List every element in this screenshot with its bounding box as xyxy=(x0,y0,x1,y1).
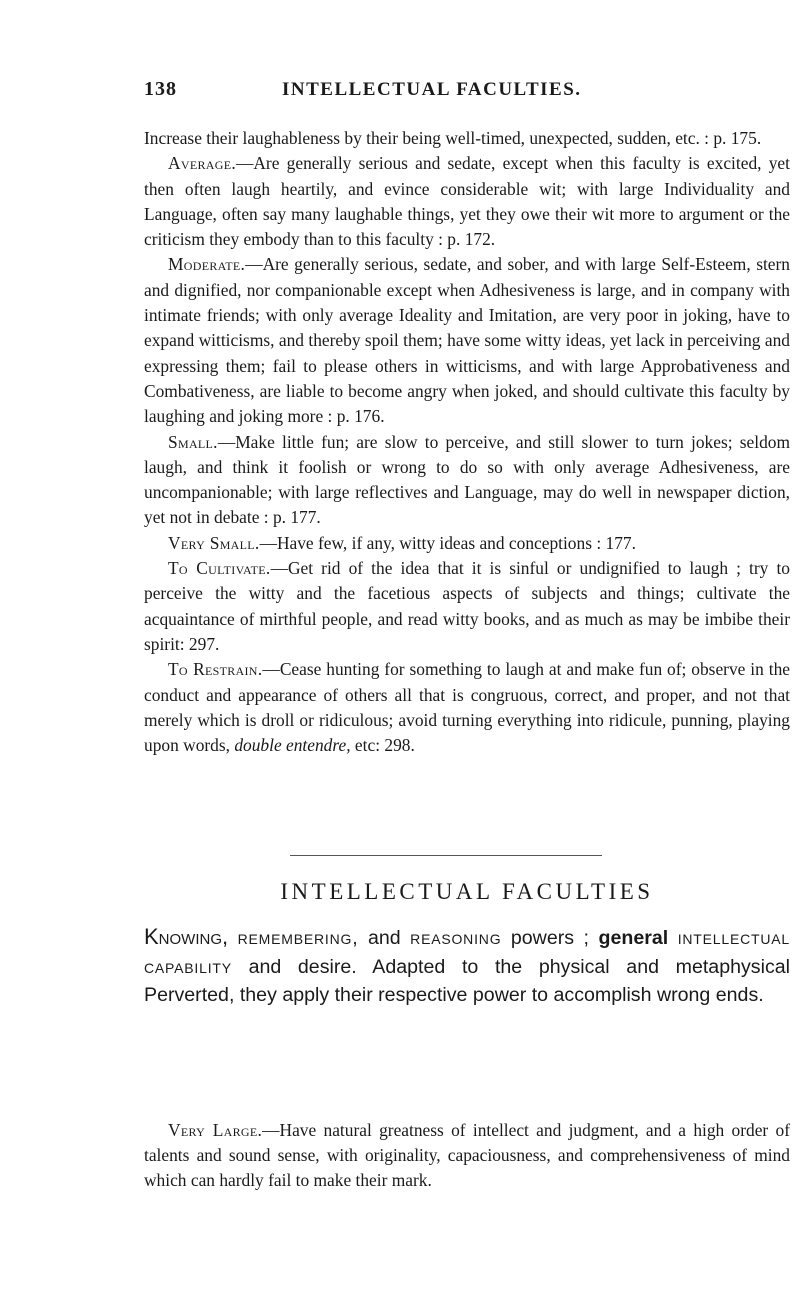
italic-term: double entendre, xyxy=(234,735,351,756)
heading-to-cultivate: To Cultivate. xyxy=(168,558,271,579)
heading-very-small: Very Small. xyxy=(168,532,260,553)
running-head xyxy=(144,78,784,108)
running-title: INTELLECTUAL FACULTIES. xyxy=(282,79,582,100)
heading-to-restrain: To Restrain. xyxy=(168,659,263,680)
heading-small: Small. xyxy=(168,431,218,452)
section-definition: Knowing, remembering, and reasoning powers ; general intellectual capability and desire. Adapted to the physical and metaphysical Perverted, they apply their respective power to accomplish wrong ends. xyxy=(144,924,790,1006)
section-divider xyxy=(290,855,602,856)
paragraph-very-small: Very Small.—Have few, if any, witty ideas and conceptions : 177. xyxy=(168,532,636,553)
very-large-text xyxy=(144,1118,790,1193)
paragraph-small: Small.—Make little fun; are slow to perceive, and still slower to turn jokes; seldom laugh, and think it foolish or wrong to do so with only average Adhesiveness, are uncompanionable; with large reflectives and Language, may do well in newspaper diction, yet not in debate : p. 177. xyxy=(144,431,790,528)
paragraph-to-restrain: To Restrain.—Cease hunting for something to laugh at and make fun of; observe in the conduct and appearance of others all that is congruous, correct, and proper, and not that merely which is droll or ridiculous; avoid turning everything into ridicule, punning, playing upon words, double entendre, etc: 298. xyxy=(144,659,790,756)
paragraph-increase: Increase their laughableness by their being well-timed, unexpected, sudden, etc. : p. 175. xyxy=(144,128,762,148)
paragraph-moderate: Moderate.—Are generally serious, sedate, and sober, and with large Self-Esteem, stern and dignified, nor companionable except when Adhesiveness is large, and in company with intimate friends; with only average Ideality and Imitation, are very poor in joking, have to expand witticisms, and thereby spoil them; have some witty ideas, yet lack in perceiving and expressing them; fail to please others in witticisms, and with large Approbativeness and Combativeness, are liable to become angry when joked, and should cultivate this faculty by laughing and joking more : p. 176. xyxy=(144,254,790,427)
mirthfulness-text xyxy=(144,126,790,758)
paragraph-average: Average.—Are generally serious and sedate, except when this faculty is excited, yet then often laugh heartily, and evince considerable wit; with large Individuality and Language, often say many laughable things, yet they owe their wit more to argument or the criticism they embody than to this faculty : p. 172. xyxy=(144,153,790,250)
heading-very-large: Very Large. xyxy=(168,1120,263,1140)
heading-average: Average. xyxy=(168,153,236,174)
heading-moderate: Moderate. xyxy=(168,254,246,275)
paragraph-to-cultivate: To Cultivate.—Get rid of the idea that it is sinful or undignified to laugh ; try to perceive the witty and the facetious aspects of subjects and things; cultivate the acquaintance of mirthful people, and read witty books, and as much as may be imbibe their spirit: 297. xyxy=(144,558,791,654)
paragraph-very-large: Very Large.—Have natural greatness of intellect and judgment, and a high order of talents and sound sense, with originality, capaciousness, and comprehensiveness of mind which can hardly fail to make their mark. xyxy=(144,1120,791,1190)
section-title: INTELLECTUAL FACULTIES xyxy=(280,879,654,904)
page-number: 138 xyxy=(144,78,177,100)
